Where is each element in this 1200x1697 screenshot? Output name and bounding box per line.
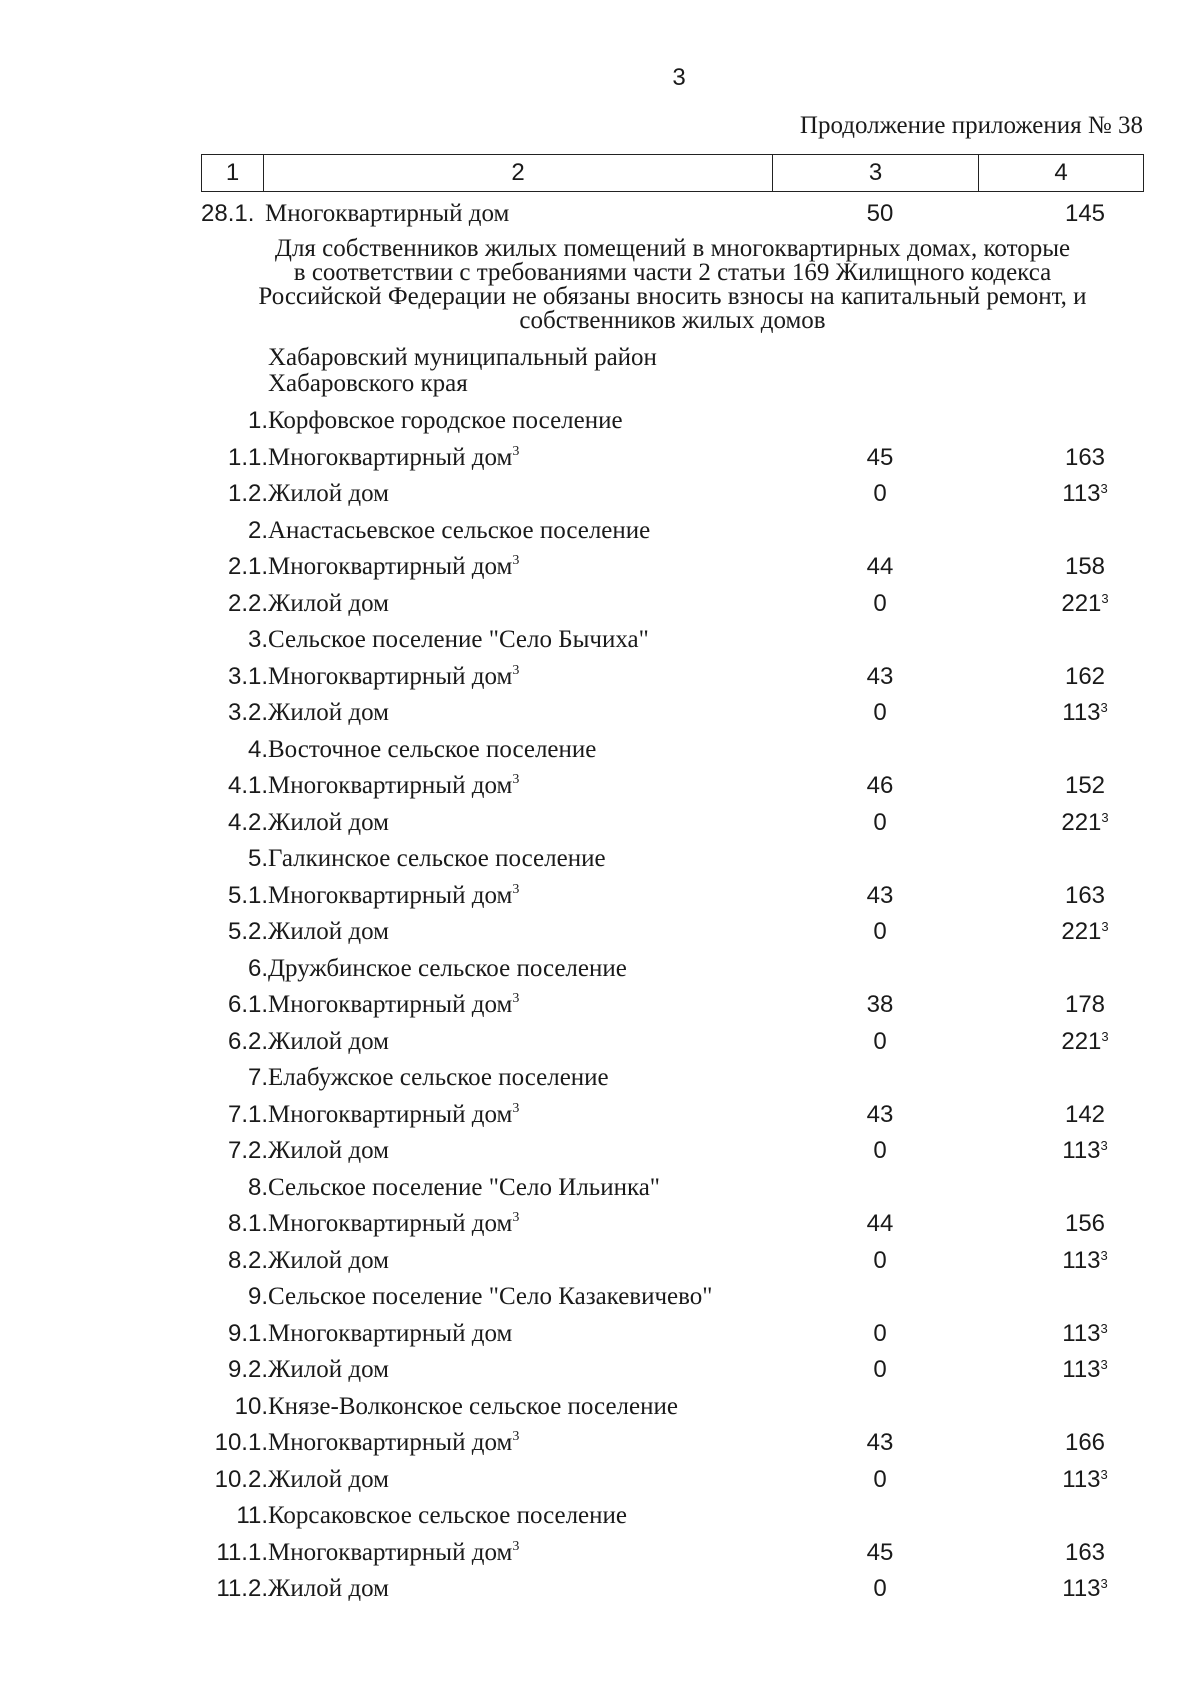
table-row	[0, 405, 1200, 437]
heading-line: собственников жилых домов	[519, 307, 826, 334]
row-name	[268, 807, 389, 839]
row-name	[268, 551, 519, 583]
footnote-mark: 3	[1100, 1248, 1108, 1263]
row-name	[268, 989, 519, 1021]
row-number: 10.	[234, 1393, 268, 1420]
row-name	[268, 1062, 609, 1094]
row-col4-value: 163	[1064, 1539, 1106, 1566]
row-name: Многоквартирный дом	[265, 200, 510, 227]
footnote-mark: 3	[512, 1210, 520, 1225]
row-name	[268, 843, 606, 875]
row-col3: 46	[866, 772, 894, 799]
row-number: 6.2.	[227, 1028, 268, 1055]
district-title	[268, 345, 657, 397]
row-col3: 0	[873, 480, 887, 507]
row-col4-value: 163	[1064, 444, 1106, 471]
row-number: 1.1.	[227, 444, 268, 471]
row-number: 2.2.	[227, 590, 268, 617]
row-col3: 45	[866, 444, 894, 471]
row-name-text: Князе-Волконское сельское поселение	[268, 1393, 678, 1420]
row-number: 5.	[247, 845, 268, 872]
row-col3: 43	[866, 663, 894, 690]
row-col3: 0	[873, 918, 887, 945]
table-row	[0, 478, 1200, 510]
row-col4-value: 113	[1062, 1575, 1101, 1602]
row-col4-value: 166	[1064, 1429, 1106, 1456]
row-name	[268, 1281, 712, 1313]
row-name	[268, 1464, 389, 1496]
footnote-mark: 3	[1100, 1467, 1108, 1482]
table-row	[0, 1099, 1200, 1131]
section-heading	[201, 237, 1144, 333]
row-col4-value: 178	[1064, 991, 1106, 1018]
row-name	[268, 1318, 512, 1350]
heading-line: Для собственников жилых помещений в многоквартирных домах, которые	[274, 235, 1071, 262]
row-name-text: Жилой дом	[268, 1466, 389, 1493]
row-col4	[1020, 1135, 1150, 1167]
row-name	[268, 770, 519, 802]
table-row	[0, 1172, 1200, 1204]
table-row	[0, 1245, 1200, 1277]
row-name	[268, 916, 389, 948]
row-col4-value: 113	[1062, 1466, 1101, 1493]
row-number: 4.2.	[227, 809, 268, 836]
row-col4-value: 142	[1064, 1101, 1106, 1128]
row-col4	[1020, 880, 1150, 912]
row-name-text: Многоквартирный дом	[268, 1210, 513, 1237]
footnote-mark: 3	[1101, 810, 1109, 825]
row-name-text: Корфовское городское поселение	[268, 407, 623, 434]
footnote-mark: 3	[1100, 1138, 1108, 1153]
footnote-mark: 3	[1100, 700, 1108, 715]
header-col-4: 4	[1054, 159, 1068, 186]
footnote-mark: 3	[512, 444, 520, 459]
row-col4	[1020, 1208, 1150, 1240]
row-name-text: Жилой дом	[268, 590, 389, 617]
row-col4-value: 162	[1064, 663, 1106, 690]
row-col3: 0	[873, 1320, 887, 1347]
table-row	[0, 734, 1200, 766]
header-col-3: 3	[773, 155, 979, 191]
row-col4	[1020, 442, 1150, 474]
row-name	[268, 880, 519, 912]
row-number: 2.	[247, 517, 268, 544]
row-name	[268, 442, 519, 474]
row-number: 3.2.	[227, 699, 268, 726]
footnote-mark: 3	[1101, 591, 1109, 606]
table-row	[0, 1391, 1200, 1423]
footnote-mark: 3	[512, 553, 520, 568]
table-row	[0, 1281, 1200, 1313]
row-col4-value: 113	[1062, 480, 1101, 507]
table-row	[0, 1573, 1200, 1605]
row-col3: 0	[873, 1137, 887, 1164]
table-row	[0, 1500, 1200, 1532]
row-col4	[1020, 1099, 1150, 1131]
row-name-text: Жилой дом	[268, 1356, 389, 1383]
heading-line: Российской Федерации не обязаны вносить взносы на капитальный ремонт, и	[258, 283, 1087, 310]
row-col4-value: 113	[1062, 1137, 1101, 1164]
row-col4-value: 221	[1061, 1028, 1102, 1055]
row-col4	[1020, 661, 1150, 693]
header-col-2: 2	[264, 155, 773, 191]
row-number: 6.	[247, 955, 268, 982]
row-col4	[1020, 1026, 1150, 1058]
footnote-mark: 3	[1101, 1029, 1109, 1044]
table-row	[0, 588, 1200, 620]
row-col3: 43	[866, 1101, 894, 1128]
row-name	[268, 953, 627, 985]
footnote-mark: 3	[1100, 1321, 1108, 1336]
row-col4-value: 152	[1064, 772, 1106, 799]
row-col3: 38	[866, 991, 894, 1018]
row-col4	[1020, 1427, 1150, 1459]
row-col4-value: 221	[1061, 809, 1102, 836]
row-name-text: Многоквартирный дом	[268, 444, 513, 471]
row-name	[268, 405, 623, 437]
row-col3: 0	[873, 590, 887, 617]
row-col4	[1020, 770, 1150, 802]
row-number: 4.1.	[227, 772, 268, 799]
row-col3: 0	[873, 1247, 887, 1274]
footnote-mark: 3	[512, 663, 520, 678]
row-col4-value: 113	[1062, 699, 1101, 726]
footnote-mark: 3	[1101, 919, 1109, 934]
table-header	[201, 154, 1144, 192]
row-name-text: Дружбинское сельское поселение	[268, 955, 627, 982]
row-name-text: Многоквартирный дом	[268, 1539, 513, 1566]
table-row	[0, 551, 1200, 583]
table-row	[0, 807, 1200, 839]
row-name-text: Анастасьевское сельское поселение	[268, 517, 651, 544]
row-name	[268, 515, 650, 547]
row-name	[268, 661, 519, 693]
row-name	[268, 1427, 519, 1459]
table-row	[0, 1062, 1200, 1094]
table-row-28-1	[0, 198, 1200, 230]
row-number: 7.1.	[227, 1101, 268, 1128]
table-row	[0, 697, 1200, 729]
row-name	[268, 1026, 389, 1058]
row-name-text: Многоквартирный дом	[268, 991, 513, 1018]
page-number: 3	[672, 64, 686, 91]
row-name	[268, 1354, 389, 1386]
row-col4-value: 158	[1064, 553, 1106, 580]
row-name-text: Жилой дом	[268, 699, 389, 726]
row-number: 11.1.	[216, 1539, 268, 1566]
row-name	[268, 1135, 389, 1167]
row-name	[268, 1245, 389, 1277]
row-col4	[1020, 551, 1150, 583]
row-name-text: Жилой дом	[268, 1575, 389, 1602]
row-number: 6.1.	[227, 991, 268, 1018]
footnote-mark: 3	[512, 991, 520, 1006]
row-col3: 0	[873, 1028, 887, 1055]
row-name-text: Жилой дом	[268, 918, 389, 945]
row-name-text: Жилой дом	[268, 480, 389, 507]
row-number: 1.	[247, 407, 268, 434]
row-col4	[1020, 478, 1150, 510]
row-number: 8.1.	[227, 1210, 268, 1237]
row-col4	[1020, 1464, 1150, 1496]
row-col3: 44	[866, 1210, 894, 1237]
row-number: 2.1.	[227, 553, 268, 580]
row-number: 11.	[236, 1502, 268, 1529]
row-name-text: Многоквартирный дом	[268, 882, 513, 909]
row-col4	[1020, 1354, 1150, 1386]
row-col3: 50	[866, 200, 894, 227]
table-row	[0, 1464, 1200, 1496]
district-line: Хабаровский муниципальный район	[268, 344, 657, 371]
row-col3: 45	[866, 1539, 894, 1566]
row-name-text: Сельское поселение "Село Ильинка"	[268, 1174, 661, 1201]
row-col4-value: 156	[1064, 1210, 1106, 1237]
row-number: 10.1.	[214, 1429, 268, 1456]
row-col4	[1020, 916, 1150, 948]
footnote-mark: 3	[512, 1539, 520, 1554]
row-name-text: Жилой дом	[268, 1247, 389, 1274]
row-name	[268, 1573, 389, 1605]
row-name	[268, 1500, 627, 1532]
row-col3: 0	[873, 699, 887, 726]
row-col3: 43	[866, 1429, 894, 1456]
row-name	[268, 1172, 660, 1204]
row-number: 7.	[247, 1064, 268, 1091]
footnote-mark: 3	[1100, 1576, 1108, 1591]
row-name-text: Восточное сельское поселение	[268, 736, 597, 763]
row-name-text: Жилой дом	[268, 1028, 389, 1055]
row-number: 8.2.	[227, 1247, 268, 1274]
table-row	[0, 1026, 1200, 1058]
table-row	[0, 916, 1200, 948]
footnote-mark: 3	[1100, 481, 1108, 496]
row-name-text: Галкинское сельское поселение	[268, 845, 606, 872]
district-line: Хабаровского края	[268, 370, 468, 397]
row-name	[268, 478, 389, 510]
row-name	[268, 697, 389, 729]
row-number: 8.	[247, 1174, 268, 1201]
row-col4	[1020, 588, 1150, 620]
footnote-mark: 3	[512, 882, 520, 897]
footnote-mark: 3	[512, 772, 520, 787]
row-name-text: Сельское поселение "Село Казакевичево"	[268, 1283, 713, 1310]
row-name-text: Многоквартирный дом	[268, 1320, 513, 1347]
row-col3: 0	[873, 1466, 887, 1493]
table-row	[0, 989, 1200, 1021]
row-number: 5.2.	[227, 918, 268, 945]
row-name	[268, 1208, 519, 1240]
row-name	[268, 1099, 519, 1131]
row-number: 1.2.	[227, 480, 268, 507]
row-col4-value: 113	[1062, 1247, 1101, 1274]
row-number: 9.1.	[227, 1320, 268, 1347]
appendix-continuation-label: Продолжение приложения № 38	[799, 112, 1143, 139]
row-name-text: Жилой дом	[268, 1137, 389, 1164]
row-name-text: Жилой дом	[268, 809, 389, 836]
row-name-text: Многоквартирный дом	[268, 1101, 513, 1128]
header-col-1: 1	[202, 155, 264, 191]
row-name-text: Многоквартирный дом	[268, 663, 513, 690]
row-name	[268, 1391, 678, 1423]
row-name-text: Корсаковское сельское поселение	[268, 1502, 628, 1529]
row-number: 28.1.	[201, 200, 255, 227]
row-number: 9.	[247, 1283, 268, 1310]
row-col4-value: 113	[1062, 1356, 1101, 1383]
row-name-text: Елабужское сельское поселение	[268, 1064, 609, 1091]
table-row	[0, 843, 1200, 875]
table-row	[0, 1208, 1200, 1240]
footnote-mark: 3	[512, 1429, 520, 1444]
table-row	[0, 1318, 1200, 1350]
row-number: 10.2.	[214, 1466, 268, 1493]
table-row	[0, 624, 1200, 656]
row-number: 7.2.	[227, 1137, 268, 1164]
heading-line: в соответствии с требованиями части 2 статьи 169 Жилищного кодекса	[293, 259, 1052, 286]
row-col4-value: 113	[1062, 1320, 1101, 1347]
row-col4	[1020, 1318, 1150, 1350]
row-col3: 43	[866, 882, 894, 909]
table-row	[0, 770, 1200, 802]
row-name-text: Многоквартирный дом	[268, 1429, 513, 1456]
row-number: 3.1.	[227, 663, 268, 690]
row-col4	[1020, 697, 1150, 729]
row-col4: 145	[1064, 200, 1106, 227]
row-name	[268, 624, 649, 656]
table-row	[0, 1354, 1200, 1386]
row-col4-value: 221	[1061, 918, 1102, 945]
table-row	[0, 1427, 1200, 1459]
row-col3: 0	[873, 1356, 887, 1383]
row-name	[268, 588, 389, 620]
table-row	[0, 1135, 1200, 1167]
footnote-mark: 3	[1100, 1357, 1108, 1372]
row-number: 9.2.	[227, 1356, 268, 1383]
table-row	[0, 1537, 1200, 1569]
row-name	[268, 1537, 519, 1569]
row-name-text: Сельское поселение "Село Бычиха"	[268, 626, 649, 653]
row-col4-value: 221	[1061, 590, 1102, 617]
row-col3: 0	[873, 809, 887, 836]
row-col3: 44	[866, 553, 894, 580]
row-col4	[1020, 807, 1150, 839]
row-col3: 0	[873, 1575, 887, 1602]
row-number: 4.	[247, 736, 268, 763]
table-row	[0, 953, 1200, 985]
row-name-text: Многоквартирный дом	[268, 553, 513, 580]
row-number: 3.	[247, 626, 268, 653]
table-row	[0, 442, 1200, 474]
row-col4	[1020, 1245, 1150, 1277]
row-col4	[1020, 1537, 1150, 1569]
row-number: 11.2.	[216, 1575, 268, 1602]
row-col4	[1020, 1573, 1150, 1605]
row-col4	[1020, 989, 1150, 1021]
row-number: 5.1.	[227, 882, 268, 909]
table-row	[0, 515, 1200, 547]
table-row	[0, 661, 1200, 693]
row-col4-value: 163	[1064, 882, 1106, 909]
table-row	[0, 880, 1200, 912]
row-name-text: Многоквартирный дом	[268, 772, 513, 799]
footnote-mark: 3	[512, 1101, 520, 1116]
row-name	[268, 734, 596, 766]
